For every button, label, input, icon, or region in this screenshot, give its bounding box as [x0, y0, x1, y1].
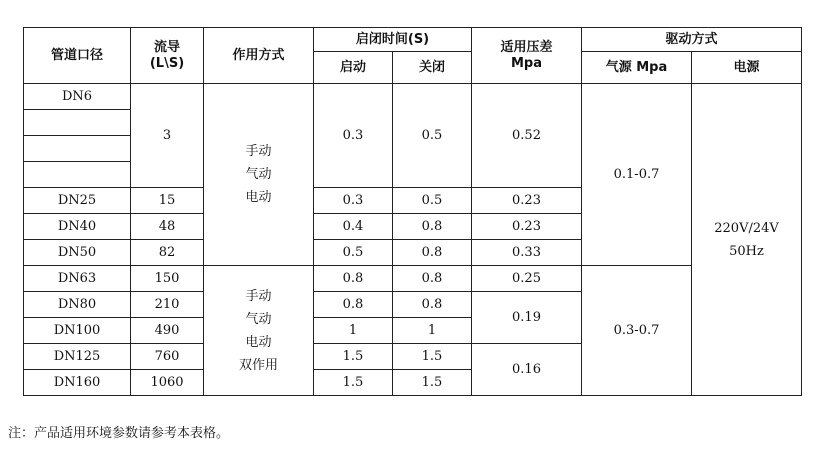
cell-open: 1.5 [314, 370, 393, 396]
header-time: 启闭时间(S) [314, 28, 472, 52]
power-text: 50Hz [729, 243, 764, 259]
cell-open: 0.3 [314, 84, 393, 188]
cell-close: 0.8 [393, 292, 472, 318]
cell-flow: 82 [131, 240, 204, 266]
cell-dn [24, 136, 131, 162]
header-flow-unit: (L\S) [149, 55, 185, 71]
header-pressure [472, 28, 582, 84]
power-text: 220V/24V [714, 220, 779, 236]
cell-open: 0.8 [314, 266, 393, 292]
cell-close: 0.5 [393, 84, 472, 188]
cell-close: 0.8 [393, 240, 472, 266]
header-pressure-label: 适用压差 [500, 39, 553, 55]
header-power: 电源 [692, 52, 802, 84]
table-row [24, 84, 802, 110]
mode-text: 电动 [245, 334, 272, 350]
table-row [24, 266, 802, 292]
cell-dn: DN50 [24, 240, 131, 266]
cell-close: 0.8 [393, 266, 472, 292]
cell-air-group1: 0.1-0.7 [582, 84, 692, 266]
mode-text: 气动 [245, 167, 272, 182]
cell-flow: 150 [131, 266, 204, 292]
cell-close: 0.8 [393, 214, 472, 240]
mode-text: 双作用 [238, 357, 278, 373]
cell-pressure: 0.52 [472, 84, 582, 188]
header-pressure-unit: Mpa [510, 55, 542, 71]
cell-flow: 1060 [131, 370, 204, 396]
cell-flow: 490 [131, 318, 204, 344]
cell-dn: DN80 [24, 292, 131, 318]
header-open: 启动 [314, 52, 393, 84]
cell-close: 1 [393, 318, 472, 344]
footnote: 注：产品适用环境参数请参考本表格。 [8, 426, 230, 441]
cell-open: 0.8 [314, 292, 393, 318]
mode-text: 手动 [245, 144, 272, 159]
cell-pressure: 0.25 [472, 266, 582, 292]
cell-close: 1.5 [393, 344, 472, 370]
cell-open: 0.5 [314, 240, 393, 266]
cell-close: 0.5 [393, 188, 472, 214]
cell-pressure: 0.16 [472, 344, 582, 396]
mode-text: 手动 [245, 288, 272, 304]
spec-table [23, 27, 802, 396]
cell-flow: 3 [131, 84, 204, 188]
header-flow-label: 流导 [153, 39, 180, 55]
header-mode: 作用方式 [204, 28, 314, 84]
cell-close: 1.5 [393, 370, 472, 396]
cell-open: 1.5 [314, 344, 393, 370]
cell-mode-group1 [204, 84, 314, 266]
cell-dn: DN160 [24, 370, 131, 396]
cell-pressure: 0.23 [472, 214, 582, 240]
cell-flow: 48 [131, 214, 204, 240]
header-diameter: 管道口径 [24, 28, 131, 84]
cell-open: 0.3 [314, 188, 393, 214]
cell-dn: DN100 [24, 318, 131, 344]
cell-pressure: 0.33 [472, 240, 582, 266]
cell-flow: 210 [131, 292, 204, 318]
cell-dn [24, 110, 131, 136]
mode-text: 电动 [245, 190, 272, 205]
cell-dn: DN63 [24, 266, 131, 292]
cell-dn: DN25 [24, 188, 131, 214]
cell-dn: DN40 [24, 214, 131, 240]
cell-mode-group2 [204, 266, 314, 396]
cell-dn: DN125 [24, 344, 131, 370]
cell-air-group2: 0.3-0.7 [582, 266, 692, 396]
cell-dn: DN6 [24, 84, 131, 110]
cell-flow: 760 [131, 344, 204, 370]
header-flow [131, 28, 204, 84]
cell-pressure: 0.23 [472, 188, 582, 214]
cell-open: 0.4 [314, 214, 393, 240]
mode-text: 气动 [245, 311, 272, 327]
cell-power [692, 84, 802, 396]
cell-pressure: 0.19 [472, 292, 582, 344]
header-close: 关闭 [393, 52, 472, 84]
cell-flow: 15 [131, 188, 204, 214]
cell-open: 1 [314, 318, 393, 344]
header-drive: 驱动方式 [582, 28, 802, 52]
header-air: 气源 Mpa [582, 52, 692, 84]
cell-dn [24, 162, 131, 188]
